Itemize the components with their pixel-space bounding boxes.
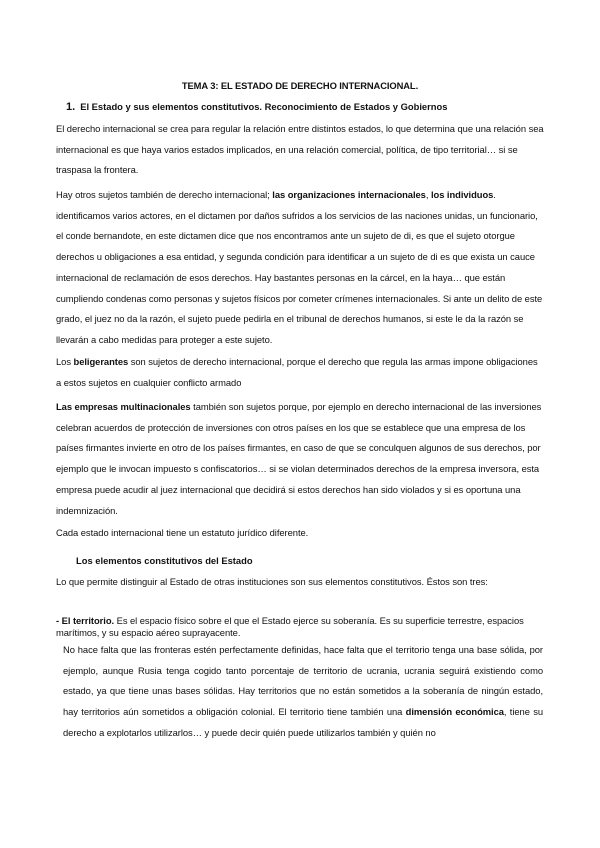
section-heading-text: El Estado y sus elementos constitutivos. Reconocimiento de Estados y Gobiernos	[80, 101, 448, 112]
text-run: No hace falta que las fronteras estén perfectamente definidas, hace falta que el territorio tenga una base sólida, por ejemplo, aunque Rusia tenga cogido tanto porcentaje de territorio de ucrania, ucrania seguirá existiendo como estado, ya que tiene unas bases sólidas. Hay territorios que no están sometidos a la soberanía de ningún estado, hay territorios aún sometidos a obligación colonial. El territorio tiene también una	[63, 644, 543, 718]
text-run: también son sujetos porque, por ejemplo en derecho internacional de las inversiones celebran acuerdos de protección de inversiones con otros países en los que se establece que una empresa de los países firmantes invierte en otro de los países firmantes, en caso de que se conculquen algunos de sus derechos, por ejemplo que le invocan impuesto s confiscatorios… si se violan determinados derechos de la empresa inversora, esta empresa puede acudir al juez internacional que decidirá si estos derechos han sido violados y si es oportuna una indemnización.	[56, 401, 542, 516]
paragraph-legal-status: Cada estado internacional tiene un estatuto jurídico diferente.	[56, 527, 309, 538]
bold-run: beligerantes	[73, 356, 129, 367]
section-heading-2: Los elementos constitutivos del Estado	[76, 555, 253, 566]
bold-run: - El territorio.	[56, 615, 115, 626]
paragraph-borders	[63, 640, 543, 744]
paragraph-multinationals	[56, 397, 544, 521]
bold-run: dimensión económica	[405, 706, 504, 718]
text-run: son sujetos de derecho internacional, porque el derecho que regula las armas impone obligaciones a estos sujetos en cualquier conflicto armado	[56, 356, 538, 388]
bold-run: las organizaciones internacionales	[272, 189, 426, 200]
text-run: Hay otros sujetos también de derecho internacional;	[56, 189, 273, 200]
paragraph-territory	[56, 615, 544, 639]
text-run: , tiene su derecho a explotarlos utilizarlos… y puede decir quién puede utilizarlos también y quién no	[63, 706, 544, 738]
paragraph-intro: El derecho internacional se crea para regular la relación entre distintos estados, lo que determina que una relación sea internacional es que haya varios estados implicados, en una relación comercial, política, de tipo territorial… si se traspasa la frontera.	[56, 123, 544, 176]
paragraph-other-subjects	[56, 185, 544, 351]
paragraph-belligerents	[56, 352, 544, 393]
text-run: Es el espacio físico sobre el que el Estado ejerce su soberanía. Es su superficie terrestre, espacios marítimos, y su espacio aéreo suprayacente.	[56, 615, 524, 638]
section-heading-1	[66, 101, 447, 113]
document-title: TEMA 3: EL ESTADO DE DERECHO INTERNACIONAL.	[181, 80, 419, 91]
text-run: . identificamos varios actores, en el dictamen por daños sufridos a los servicios de las naciones unidas, un funcionario, el conde bernandote, en este dictamen dice que nos encontramos ante un sujeto de di, es que el sujeto otorgue derechos u obligaciones a esa entidad, y segunda condición para identificar a un sujeto de di es que exista un cauce internacional de reclamación de esos derechos. Hay bastantes personas en la cárcel, en la haya… que están cumpliendo condenas como personas y sujetos físicos por cometer crímenes internacionales. Si ante un delito de este grado, el juez no da la razón, el sujeto puede pedirla en el tribunal de derechos humanos, si este le da la razón se llevarán a cabo medidas para proteger a este sujeto.	[56, 189, 543, 345]
section-number: 1.	[66, 101, 76, 113]
bold-run: Las empresas multinacionales	[56, 401, 191, 412]
text-run: Los	[56, 356, 74, 367]
text-run: ,	[425, 189, 431, 200]
paragraph-constitutive-elements: Lo que permite distinguir al Estado de otras instituciones son sus elementos constitutivos. Éstos son tres:	[56, 576, 488, 587]
bold-run: los individuos	[430, 189, 494, 200]
